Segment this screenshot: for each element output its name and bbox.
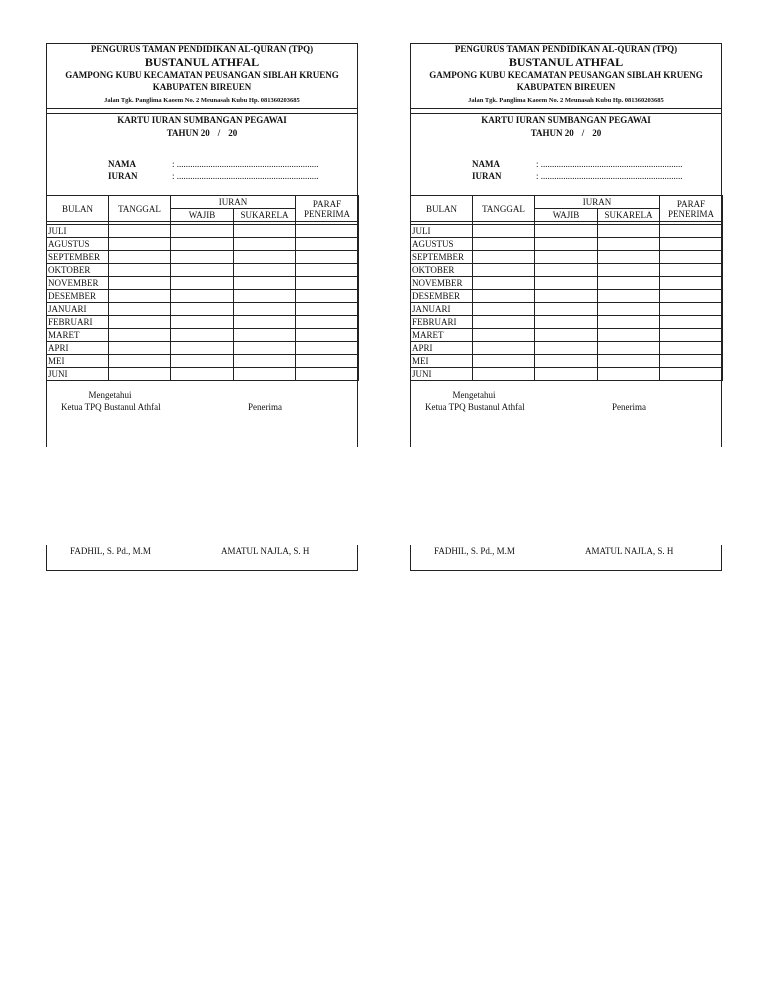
table-row (47, 264, 359, 277)
ketua-name: FADHIL, S. Pd., M.M (434, 546, 515, 556)
header-wajib: WAJIB (171, 209, 234, 222)
header-paraf-line1: PARAF (312, 198, 342, 209)
month-cell: OKTOBER (47, 264, 109, 277)
table-row (47, 329, 359, 342)
table-row (47, 290, 359, 303)
penerima-label: Penerima (248, 402, 282, 412)
header-divider (410, 108, 722, 109)
month-cell: MEI (411, 355, 473, 368)
mengetahui-label: Mengetahui (88, 390, 132, 400)
ketua-label: Ketua TPQ Bustanul Athfal (61, 402, 161, 412)
ketua-label: Ketua TPQ Bustanul Athfal (425, 402, 525, 412)
header-wajib: WAJIB (535, 209, 598, 222)
header-paraf-line1: PARAF (676, 198, 706, 209)
iuran-field (108, 171, 319, 182)
month-cell: JUNI (411, 368, 473, 381)
header-paraf-line2: PENERIMA (303, 208, 350, 219)
org-title: PENGURUS TAMAN PENDIDIKAN AL-QURAN (TPQ) (454, 44, 678, 54)
table-row (411, 277, 723, 290)
table-row (411, 329, 723, 342)
header-iuran: IURAN (535, 196, 660, 209)
month-cell: OKTOBER (411, 264, 473, 277)
org-title: PENGURUS TAMAN PENDIDIKAN AL-QURAN (TPQ) (90, 44, 314, 54)
name-label: NAMA (472, 159, 500, 169)
table-row (411, 342, 723, 355)
month-cell: MARET (47, 329, 109, 342)
ketua-name: FADHIL, S. Pd., M.M (70, 546, 151, 556)
header-paraf-line2: PENERIMA (667, 208, 714, 219)
month-cell: NOVEMBER (411, 277, 473, 290)
payment-table (46, 195, 359, 381)
year-label: TAHUN 20 (530, 128, 574, 138)
name-field (108, 159, 319, 170)
table-row (411, 316, 723, 329)
address-line-2: KABUPATEN BIREUEN (152, 82, 252, 92)
month-cell: FEBRUARI (47, 316, 109, 329)
penerima-name: AMATUL NAJLA, S. H (221, 546, 310, 556)
month-cell: JULI (411, 225, 473, 238)
penerima-name: AMATUL NAJLA, S. H (585, 546, 674, 556)
iuran-label: IURAN (108, 171, 138, 181)
iuran-field (472, 171, 683, 182)
table-row (47, 303, 359, 316)
year-end: 20 (228, 128, 238, 138)
month-cell: JUNI (47, 368, 109, 381)
month-cell: APRI (411, 342, 473, 355)
table-row (47, 342, 359, 355)
table-row (47, 368, 359, 381)
header-divider-2 (46, 113, 358, 114)
table-row (411, 303, 723, 316)
street-address: Jalan Tgk. Panglima Kaoem No. 2 Meunasah Kubu Hp. 081360203685 (104, 97, 300, 104)
header-bulan: BULAN (411, 196, 473, 222)
table-row (47, 316, 359, 329)
table-row (47, 277, 359, 290)
month-cell: SEPTEMBER (411, 251, 473, 264)
mengetahui-label: Mengetahui (452, 390, 496, 400)
iuran-dots: : ............................................................... (536, 171, 683, 181)
table-row (47, 251, 359, 264)
institution-name: BUSTANUL ATHFAL (144, 55, 260, 69)
iuran-dots: : ............................................................... (172, 171, 319, 181)
penerima-label: Penerima (612, 402, 646, 412)
iuran-card-left (46, 43, 358, 571)
header-tanggal: TANGGAL (473, 196, 535, 222)
month-cell: DESEMBER (47, 290, 109, 303)
card-title: KARTU IURAN SUMBANGAN PEGAWAI (481, 115, 651, 125)
table-row (411, 264, 723, 277)
year-end: 20 (592, 128, 602, 138)
table-row (411, 238, 723, 251)
header-sukarela: SUKARELA (598, 209, 660, 222)
month-cell: APRI (47, 342, 109, 355)
payment-table (410, 195, 723, 381)
card-year (410, 128, 722, 139)
header-bulan: BULAN (47, 196, 109, 222)
name-label: NAMA (108, 159, 136, 169)
year-label: TAHUN 20 (166, 128, 210, 138)
table-row (47, 225, 359, 238)
header-divider-2 (410, 113, 722, 114)
month-cell: NOVEMBER (47, 277, 109, 290)
header-iuran: IURAN (171, 196, 296, 209)
year-slash: / (581, 128, 585, 138)
month-cell: MARET (411, 329, 473, 342)
name-dots: : ............................................................... (536, 159, 683, 169)
table-row (411, 290, 723, 303)
table-row (411, 225, 723, 238)
name-dots: : ............................................................... (172, 159, 319, 169)
table-row (47, 238, 359, 251)
street-address: Jalan Tgk. Panglima Kaoem No. 2 Meunasah Kubu Hp. 081360203685 (468, 97, 664, 104)
address-line-1: GAMPONG KUBU KECAMATAN PEUSANGAN SIBLAH KRUENG (429, 70, 703, 80)
month-cell: JANUARI (47, 303, 109, 316)
month-cell: JULI (47, 225, 109, 238)
address-line-2: KABUPATEN BIREUEN (516, 82, 616, 92)
header-tanggal: TANGGAL (109, 196, 171, 222)
month-cell: JANUARI (411, 303, 473, 316)
month-cell: MEI (47, 355, 109, 368)
month-cell: DESEMBER (411, 290, 473, 303)
institution-name: BUSTANUL ATHFAL (508, 55, 624, 69)
month-cell: FEBRUARI (411, 316, 473, 329)
header-divider (46, 108, 358, 109)
iuran-label: IURAN (472, 171, 502, 181)
header-paraf (660, 196, 723, 222)
name-field (472, 159, 683, 170)
month-cell: AGUSTUS (411, 238, 473, 251)
header-paraf (296, 196, 359, 222)
table-row (47, 355, 359, 368)
table-row (411, 251, 723, 264)
card-title: KARTU IURAN SUMBANGAN PEGAWAI (117, 115, 287, 125)
month-cell: AGUSTUS (47, 238, 109, 251)
table-row (411, 355, 723, 368)
address-line-1: GAMPONG KUBU KECAMATAN PEUSANGAN SIBLAH KRUENG (65, 70, 339, 80)
table-row (411, 368, 723, 381)
month-cell: SEPTEMBER (47, 251, 109, 264)
card-year (46, 128, 358, 139)
iuran-card-right (410, 43, 722, 571)
header-sukarela: SUKARELA (234, 209, 296, 222)
year-slash: / (217, 128, 221, 138)
